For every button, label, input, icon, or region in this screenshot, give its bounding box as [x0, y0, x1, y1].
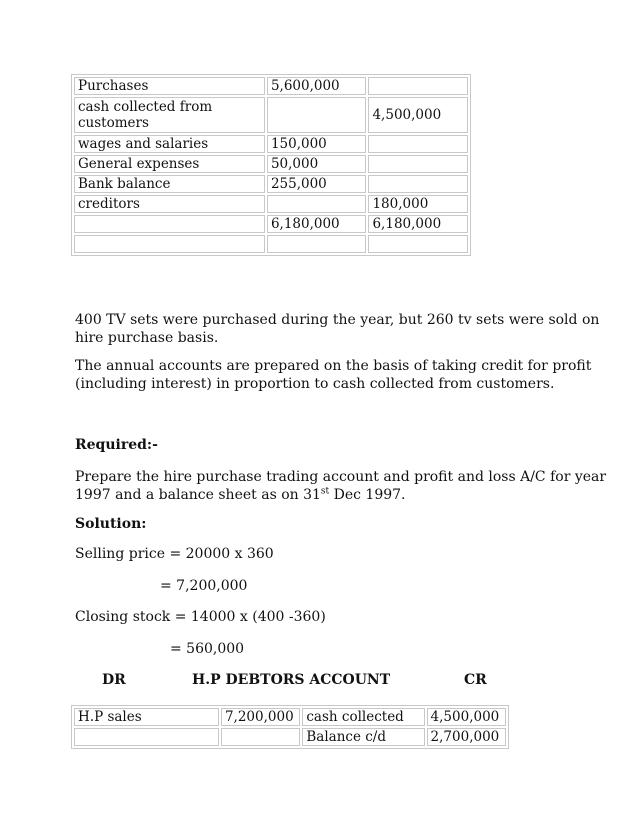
calc-line: Selling price = 20000 x 360 [75, 546, 274, 562]
table-row [74, 215, 468, 233]
table-cell: cash collected [302, 708, 424, 726]
debtors-table [71, 705, 509, 749]
account-title: H.P DEBTORS ACCOUNT [192, 672, 391, 688]
table-cell: cash collected from customers [74, 97, 265, 133]
table-cell: General expenses [74, 155, 265, 173]
paragraph-line: (including interest) in proportion to cash collected from customers. [75, 376, 555, 392]
table-row [74, 175, 468, 193]
paragraph-line [75, 486, 406, 504]
table-cell: 7,200,000 [221, 708, 300, 726]
table-row [74, 195, 468, 213]
table-cell [368, 175, 468, 193]
table-cell [74, 235, 265, 253]
superscript: st [320, 486, 330, 497]
table-cell [368, 77, 468, 95]
paragraph-line: The annual accounts are prepared on the basis of taking credit for profit [75, 358, 592, 374]
table-row [74, 135, 468, 153]
table-cell [368, 235, 468, 253]
table-cell: Balance c/d [302, 728, 424, 746]
table-cell: H.P sales [74, 708, 219, 726]
table-cell: wages and salaries [74, 135, 265, 153]
table-cell: 2,700,000 [427, 728, 506, 746]
table-cell: 255,000 [267, 175, 367, 193]
paragraph-line: Prepare the hire purchase trading account and profit and loss A/C for year [75, 469, 607, 485]
cr-label: CR [464, 672, 487, 688]
trial-table [71, 74, 471, 256]
table-cell [267, 235, 367, 253]
table-cell: 180,000 [368, 195, 468, 213]
table-cell: 50,000 [267, 155, 367, 173]
table-row [74, 235, 468, 253]
table-cell: creditors [74, 195, 265, 213]
table-cell [221, 728, 300, 746]
table-row [74, 728, 506, 746]
text-span: Dec 1997. [329, 487, 406, 503]
table-cell [74, 728, 219, 746]
table-row [74, 708, 506, 726]
table-row [74, 77, 468, 95]
table-cell: 150,000 [267, 135, 367, 153]
paragraph-line: 400 TV sets were purchased during the year, but 260 tv sets were sold on [75, 312, 600, 328]
table-cell: 6,180,000 [368, 215, 468, 233]
dr-label: DR [102, 672, 126, 688]
table-cell: 4,500,000 [368, 97, 468, 133]
table-cell: 6,180,000 [267, 215, 367, 233]
table-row [74, 155, 468, 173]
text-span: 1997 and a balance sheet as on 31 [75, 487, 321, 503]
table-row [74, 97, 468, 133]
calc-line: = 560,000 [170, 641, 245, 657]
required-heading: Required:- [75, 437, 158, 453]
table-cell [267, 97, 367, 133]
calc-line: Closing stock = 14000 x (400 -360) [75, 609, 326, 625]
paragraph-line: hire purchase basis. [75, 330, 219, 346]
solution-heading: Solution: [75, 516, 147, 532]
calc-line: = 7,200,000 [160, 578, 248, 594]
table-cell [368, 155, 468, 173]
table-cell [267, 195, 367, 213]
table-cell: Purchases [74, 77, 265, 95]
table-cell: 4,500,000 [427, 708, 506, 726]
table-cell [368, 135, 468, 153]
table-cell: Bank balance [74, 175, 265, 193]
table-cell [74, 215, 265, 233]
table-cell: 5,600,000 [267, 77, 367, 95]
